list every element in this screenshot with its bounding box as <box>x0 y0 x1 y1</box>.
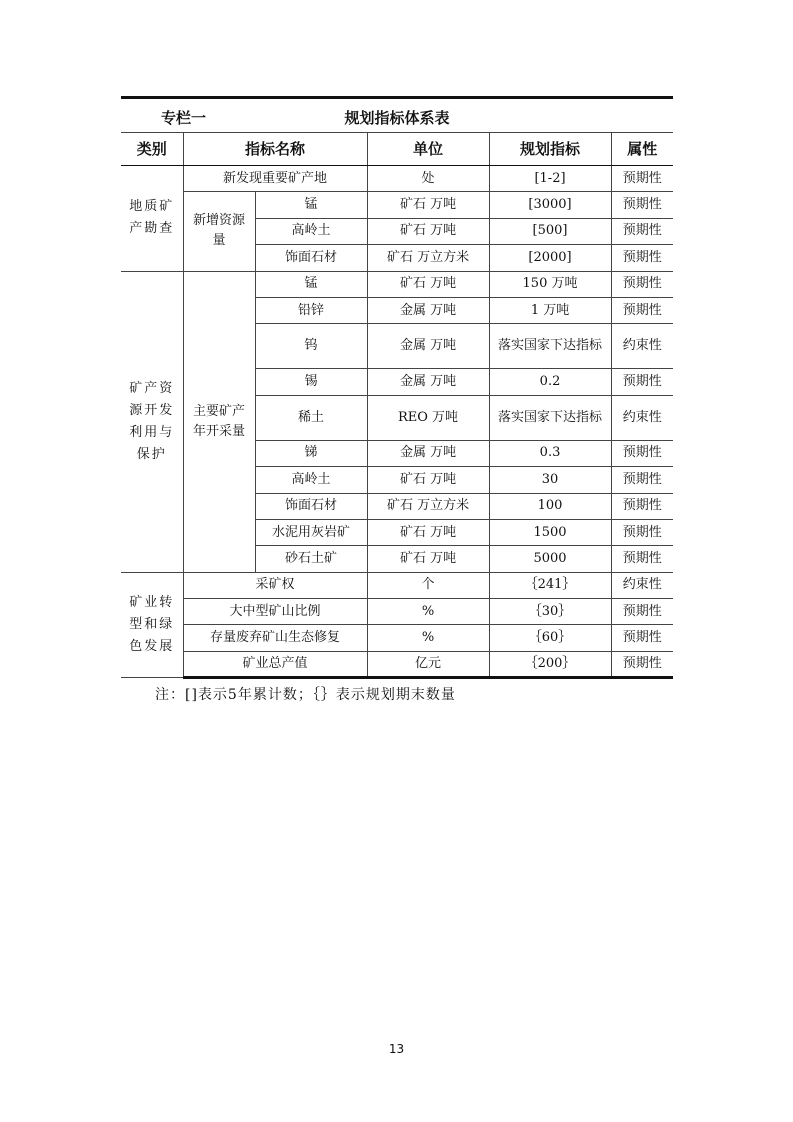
column-label: 专栏一 <box>161 109 207 127</box>
indicator-name: 砂石土矿 <box>255 546 367 572</box>
target-cell: 落实国家下达指标 <box>489 395 611 440</box>
indicator-name: 水泥用灰岩矿 <box>255 519 367 545</box>
unit-cell: 矿石 万立方米 <box>367 493 489 519</box>
target-cell: ｛60｝ <box>489 625 611 651</box>
unit-cell: 矿石 万立方米 <box>367 245 489 271</box>
target-cell: 1500 <box>489 519 611 545</box>
attribute-cell: 约束性 <box>611 324 673 369</box>
indicator-name: 锰 <box>255 271 367 297</box>
indicator-name: 高岭土 <box>255 467 367 493</box>
target-cell: [1-2] <box>489 166 611 192</box>
table-row <box>121 599 673 625</box>
attribute-cell: 约束性 <box>611 572 673 598</box>
subcategory-cell: 主要矿产年开采量 <box>183 271 255 572</box>
indicator-name: 矿业总产值 <box>183 651 367 677</box>
table-row <box>121 271 673 297</box>
header-target: 规划指标 <box>489 133 611 166</box>
attribute-cell: 预期性 <box>611 218 673 244</box>
attribute-cell: 预期性 <box>611 519 673 545</box>
table-row <box>121 572 673 598</box>
header-attribute: 属性 <box>611 133 673 166</box>
indicator-table <box>121 132 673 679</box>
attribute-cell: 预期性 <box>611 440 673 466</box>
target-cell: 100 <box>489 493 611 519</box>
unit-cell: 金属 万吨 <box>367 369 489 395</box>
subcategory-cell: 新增资源量 <box>183 192 255 271</box>
header-category: 类别 <box>121 133 183 166</box>
header-row <box>121 133 673 166</box>
unit-cell: 矿石 万吨 <box>367 192 489 218</box>
unit-cell: % <box>367 625 489 651</box>
attribute-cell: 预期性 <box>611 467 673 493</box>
attribute-cell: 预期性 <box>611 651 673 677</box>
table-caption <box>121 96 673 132</box>
unit-cell: 矿石 万吨 <box>367 546 489 572</box>
category-cell: 地质矿产勘查 <box>121 166 183 272</box>
indicator-name: 钨 <box>255 324 367 369</box>
target-cell: [500] <box>489 218 611 244</box>
attribute-cell: 约束性 <box>611 395 673 440</box>
attribute-cell: 预期性 <box>611 546 673 572</box>
unit-cell: 金属 万吨 <box>367 297 489 323</box>
target-cell: 落实国家下达指标 <box>489 324 611 369</box>
unit-cell: 金属 万吨 <box>367 324 489 369</box>
target-cell: 0.3 <box>489 440 611 466</box>
target-cell: 1 万吨 <box>489 297 611 323</box>
attribute-cell: 预期性 <box>611 271 673 297</box>
attribute-cell: 预期性 <box>611 625 673 651</box>
table-row <box>121 192 673 218</box>
table-row <box>121 166 673 192</box>
unit-cell: 矿石 万吨 <box>367 271 489 297</box>
target-cell: ｛200｝ <box>489 651 611 677</box>
indicator-name: 存量废弃矿山生态修复 <box>183 625 367 651</box>
table-row <box>121 651 673 677</box>
table-note: 注：[]表示5年累计数；｛｝表示规划期末数量 <box>155 687 456 703</box>
indicator-name: 稀土 <box>255 395 367 440</box>
target-cell: ｛241｝ <box>489 572 611 598</box>
attribute-cell: 预期性 <box>611 192 673 218</box>
page-number: 13 <box>388 1042 405 1056</box>
header-unit: 单位 <box>367 133 489 166</box>
target-cell: 5000 <box>489 546 611 572</box>
indicator-name: 饰面石材 <box>255 245 367 271</box>
attribute-cell: 预期性 <box>611 599 673 625</box>
unit-cell: 金属 万吨 <box>367 440 489 466</box>
indicator-name: 锰 <box>255 192 367 218</box>
unit-cell: % <box>367 599 489 625</box>
indicator-name: 高岭土 <box>255 218 367 244</box>
unit-cell: 矿石 万吨 <box>367 519 489 545</box>
indicator-name: 饰面石材 <box>255 493 367 519</box>
indicator-name: 锡 <box>255 369 367 395</box>
indicator-name: 大中型矿山比例 <box>183 599 367 625</box>
table-row <box>121 625 673 651</box>
unit-cell: 矿石 万吨 <box>367 467 489 493</box>
unit-cell: 亿元 <box>367 651 489 677</box>
indicator-name: 铅锌 <box>255 297 367 323</box>
attribute-cell: 预期性 <box>611 166 673 192</box>
indicator-name: 采矿权 <box>183 572 367 598</box>
target-cell: 150 万吨 <box>489 271 611 297</box>
attribute-cell: 预期性 <box>611 297 673 323</box>
table-title: 规划指标体系表 <box>344 109 450 127</box>
target-cell: [2000] <box>489 245 611 271</box>
target-cell: 30 <box>489 467 611 493</box>
indicator-name: 锑 <box>255 440 367 466</box>
attribute-cell: 预期性 <box>611 493 673 519</box>
category-cell: 矿业转型和绿色发展 <box>121 572 183 678</box>
attribute-cell: 预期性 <box>611 369 673 395</box>
target-cell: [3000] <box>489 192 611 218</box>
unit-cell: 处 <box>367 166 489 192</box>
attribute-cell: 预期性 <box>611 245 673 271</box>
indicator-name: 新发现重要矿产地 <box>183 166 367 192</box>
category-cell: 矿产资源开发利用与保护 <box>121 271 183 572</box>
target-cell: 0.2 <box>489 369 611 395</box>
unit-cell: 矿石 万吨 <box>367 218 489 244</box>
unit-cell: REO 万吨 <box>367 395 489 440</box>
target-cell: ｛30｝ <box>489 599 611 625</box>
unit-cell: 个 <box>367 572 489 598</box>
header-indicator-name: 指标名称 <box>183 133 367 166</box>
